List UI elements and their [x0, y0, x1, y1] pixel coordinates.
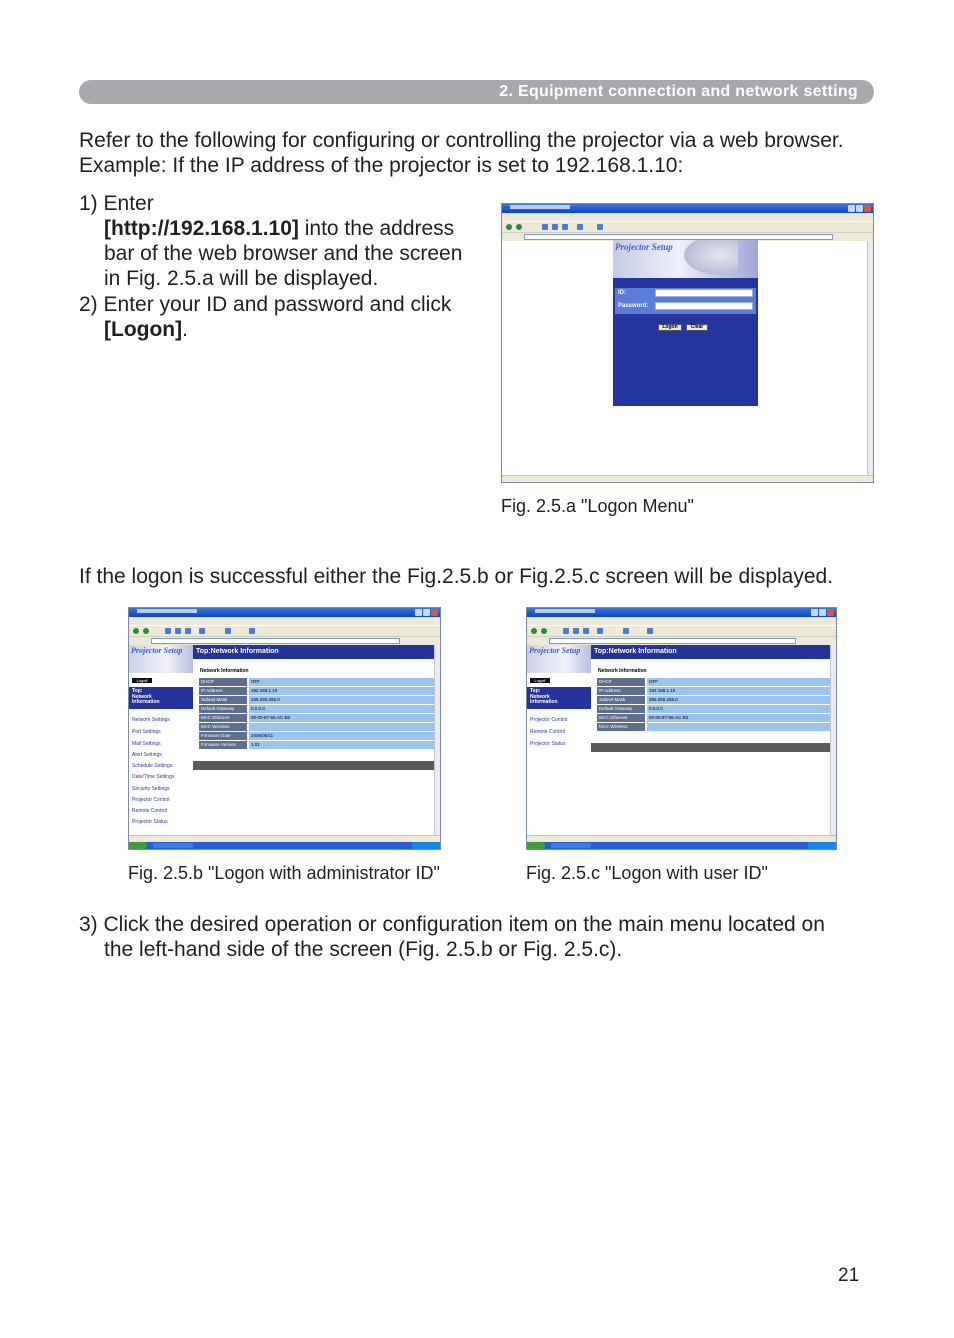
info-value: 00-00-87-56-AC-B2 [249, 714, 435, 722]
id-field[interactable] [655, 289, 753, 297]
menu-item-active[interactable]: Top: Network Information [527, 687, 591, 709]
page-title: Top:Network Information [594, 648, 677, 655]
menu-item-active[interactable]: Top: Network Information [129, 687, 193, 709]
menu-item[interactable]: Projector Control [132, 797, 170, 803]
fig-b-screenshot [128, 607, 441, 850]
info-row [597, 705, 832, 713]
menu-item[interactable]: Projector Status [530, 741, 566, 747]
menu-item[interactable]: Alert Settings [132, 752, 162, 758]
info-key: Default Gateway [199, 705, 247, 713]
info-row [199, 732, 435, 740]
info-key: Default Gateway [597, 705, 645, 713]
status-bar [527, 835, 836, 842]
info-key: IP Address [199, 687, 247, 695]
info-value: 255.255.255.0 [647, 696, 832, 704]
info-key: MAC Wireless [199, 723, 247, 731]
window-titlebar [129, 608, 440, 617]
logon-form [615, 288, 756, 314]
side-menu [527, 645, 591, 835]
info-value: 192.168.1.10 [249, 687, 435, 695]
step1-url: [http://192.168.1.10] [104, 217, 299, 240]
brand-logo: Projector Setup [131, 646, 183, 655]
address-field[interactable] [549, 638, 796, 644]
info-key: DHCP [597, 678, 645, 686]
section-title: 2. Equipment connection and network setting [499, 83, 858, 100]
step1-rest2: bar of the web browser and the screen [104, 242, 463, 265]
info-row [199, 705, 435, 713]
section-label: Network Information [598, 668, 647, 674]
fig-a-caption: Fig. 2.5.a "Logon Menu" [501, 496, 694, 516]
password-label: Password: [618, 303, 649, 309]
info-row [597, 723, 832, 731]
footer-bar [193, 761, 435, 770]
info-row [199, 741, 435, 749]
logoff-button[interactable]: Logoff [530, 678, 550, 683]
side-menu [129, 645, 193, 835]
step3-line2: the left-hand side of the screen (Fig. 2.5.b or Fig. 2.5.c). [104, 938, 623, 961]
fig-a-screenshot [501, 203, 874, 483]
info-value: 00-00-87-56-AC-B2 [647, 714, 832, 722]
menu-item[interactable]: Projector Status [132, 819, 168, 825]
menu-item[interactable]: Security Settings [132, 786, 170, 792]
step1-line2 [104, 216, 454, 241]
menu-bar [502, 213, 873, 221]
taskbar [527, 842, 836, 849]
info-key: Subnet Mask [597, 696, 645, 704]
logon-button[interactable]: Logon [658, 324, 682, 331]
page-header [193, 645, 435, 659]
scrollbar[interactable] [830, 645, 836, 835]
start-button[interactable] [129, 842, 147, 849]
fig-c-caption: Fig. 2.5.c "Logon with user ID" [526, 863, 768, 883]
intro-line-2: Example: If the IP address of the projector is set to 192.168.1.10: [79, 154, 684, 177]
info-row [199, 723, 435, 731]
info-value [249, 723, 435, 731]
step3-line1: 3) Click the desired operation or configuration item on the main menu located on [79, 913, 825, 936]
menu-item[interactable]: Date/Time Settings [132, 774, 175, 780]
info-value: 0.0.0.0 [249, 705, 435, 713]
info-key: Subnet Mask [199, 696, 247, 704]
logon-success-text: If the logon is successful either the Fig.2.5.b or Fig.2.5.c screen will be displayed. [79, 565, 834, 588]
status-bar [129, 835, 440, 842]
menu-item[interactable]: Network Settings [132, 717, 170, 723]
step2-period: . [182, 318, 188, 341]
info-value: 255.255.255.0 [249, 696, 435, 704]
start-button[interactable] [527, 842, 545, 849]
window-titlebar [502, 204, 873, 213]
info-value: 192.168.1.10 [647, 687, 832, 695]
info-key: Firmware Version [199, 741, 247, 749]
info-value [647, 723, 832, 731]
info-value: 1.01 [249, 741, 435, 749]
address-bar [527, 636, 836, 645]
menu-item[interactable]: Remote Control [530, 729, 566, 735]
step1-rest1: into the address [298, 217, 455, 240]
menu-item[interactable]: Schedule Settings [132, 763, 173, 769]
menu-bar [527, 617, 836, 625]
step1-rest3: in Fig. 2.5.a will be displayed. [104, 267, 379, 290]
toolbar [502, 221, 873, 232]
fig-b-caption: Fig. 2.5.b "Logon with administrator ID" [128, 863, 440, 883]
page-title: Top:Network Information [196, 648, 279, 655]
menu-item[interactable]: Projector Control [530, 717, 568, 723]
section-header-bar [79, 80, 874, 104]
brand-logo: Projector Setup [615, 242, 673, 252]
info-row [597, 714, 832, 722]
page-number: 21 [838, 1265, 860, 1286]
page-header [591, 645, 832, 659]
id-label: ID: [618, 290, 626, 296]
taskbar [129, 842, 440, 849]
step2-logon: [Logon] [104, 318, 183, 341]
section-label: Network Information [200, 668, 249, 674]
info-key: Firmware Date [199, 732, 247, 740]
address-field[interactable] [151, 638, 400, 644]
info-row [199, 678, 435, 686]
fig-c-screenshot [526, 607, 837, 850]
step2-line2 [104, 317, 188, 342]
info-row [597, 678, 832, 686]
scrollbar[interactable] [434, 645, 440, 835]
info-key: DHCP [199, 678, 247, 686]
window-titlebar [527, 608, 836, 617]
info-value: OFF [647, 678, 832, 686]
info-value: OFF [249, 678, 435, 686]
status-bar [502, 475, 873, 482]
brand-logo: Projector Setup [529, 646, 581, 655]
menu-bar [129, 617, 440, 625]
scrollbar[interactable] [867, 241, 873, 475]
step1-prefix: 1) Enter [79, 192, 154, 215]
toolbar [527, 625, 836, 636]
logon-panel [613, 240, 758, 406]
info-key: MAC Ethernet [597, 714, 645, 722]
menu-item[interactable]: Port Settings [132, 729, 161, 735]
info-value: 0.0.0.0 [647, 705, 832, 713]
info-row [597, 696, 832, 704]
info-key: IP Address [597, 687, 645, 695]
menu-item[interactable]: Remote Control [132, 808, 168, 814]
footer-bar [591, 743, 832, 752]
info-key: MAC Ethernet [199, 714, 247, 722]
toolbar [129, 625, 440, 636]
info-row [199, 687, 435, 695]
logoff-button[interactable]: Logoff [132, 678, 152, 683]
menu-item[interactable]: Mail Settings [132, 741, 161, 747]
info-row [199, 696, 435, 704]
info-value: 2006/05/11 [249, 732, 435, 740]
password-field[interactable] [655, 302, 753, 310]
intro-line-1: Refer to the following for configuring or controlling the projector via a web browser. [79, 129, 844, 152]
info-row [597, 687, 832, 695]
step2-line1: 2) Enter your ID and password and click [79, 293, 452, 316]
address-bar [129, 636, 440, 645]
clear-button[interactable]: Clear [686, 324, 708, 331]
info-key: MAC Wireless [597, 723, 645, 731]
info-row [199, 714, 435, 722]
